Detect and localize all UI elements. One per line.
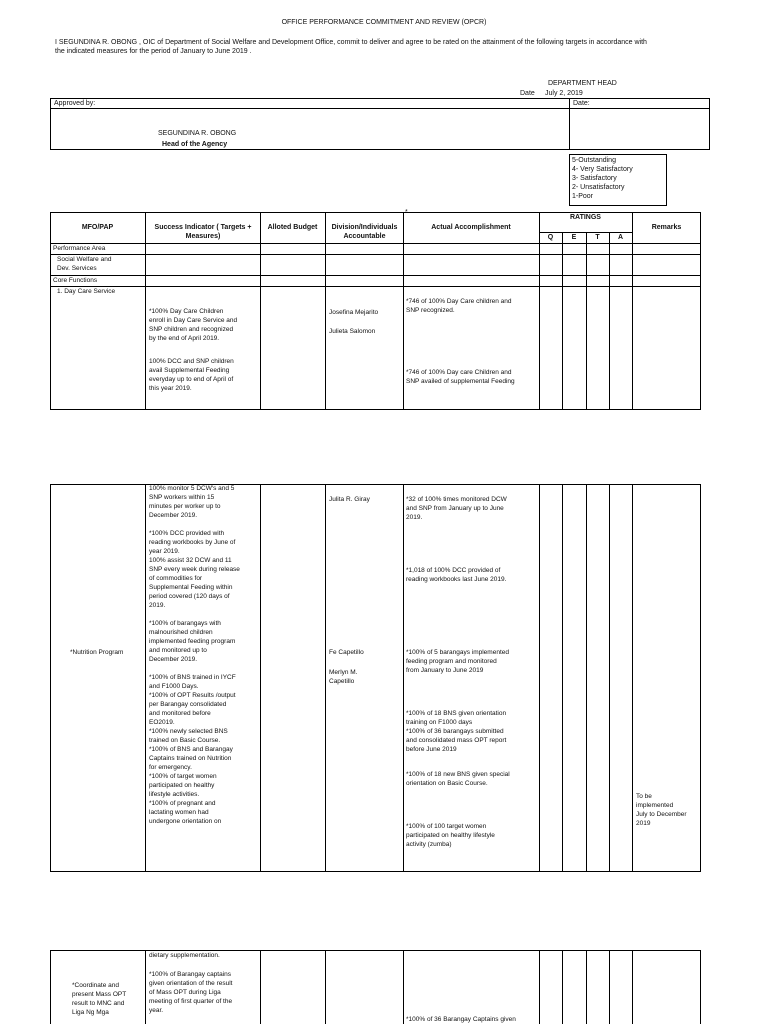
rating-scale-item: 1-Poor bbox=[572, 193, 594, 200]
approval-box bbox=[50, 98, 710, 150]
approval-date-divider bbox=[569, 98, 570, 150]
day-care-accomplishment-2: *746 of 100% Day care Children and SNP availed of supplemental Feeding bbox=[406, 369, 515, 385]
rating-scale-item: 4- Very Satisfactory bbox=[572, 166, 633, 173]
commitment-statement-line2: the indicated measures for the period of January to June 2019 . bbox=[55, 48, 252, 55]
col-header-division: Division/Individuals Accountable bbox=[331, 224, 398, 240]
day-care-indicator-2: 100% DCC and SNP children avail Supplemental Feeding everyday up to end of April of this year 2019. bbox=[149, 358, 234, 392]
day-care-division-2: Julieta Salomon bbox=[329, 328, 376, 335]
approval-date-label: Date: bbox=[573, 100, 590, 107]
approved-by-label: Approved by: bbox=[54, 100, 96, 107]
nutrition-accomplishment-3: *100% of 5 barangays implemented feeding program and monitored from January to June 2019 bbox=[406, 649, 509, 674]
nutrition-program-label: *Nutrition Program bbox=[70, 649, 124, 656]
nutrition-indicators: 100% monitor 5 DCW's and 5 SNP workers within 15 minutes per worker up to December 2019. *100% DCC provided with reading workbooks by June of year 2019. 100% assist 32 DCW and 11 SNP every week during release of commodities for Supplemental Feeding within period covered (120 days of 2019. *100% of barangays with malnourished children implemented feeding program and monitored up to December 2019. *100% of BNS trained in IYCF and F1000 Days. *100% of OPT Results /output per Barangay consolidated and monitored before EO2019. *100% newly selected BNS trained on Basic Course. *100% of BNS and Barangay Captains trained on Nutrition for emergency. *100% of target women participated on healthy lifestyle activities. *100% of pregnant and lactating women had undergone orientation on bbox=[149, 485, 240, 825]
approval-divider bbox=[50, 108, 710, 109]
coordinate-accomplishment-1: *100% of 36 Barangay Captains given bbox=[406, 1016, 516, 1023]
social-welfare-label: Social Welfare and Dev. Services bbox=[57, 256, 112, 272]
nutrition-accomplishment-4: *100% of 18 BNS given orientation training on F1000 days *100% of 36 barangays submitted and consolidated mass OPT report before June 2019 bbox=[406, 710, 507, 753]
day-care-division-1: Josefina Mejarito bbox=[329, 309, 379, 316]
header-asterisk: * bbox=[405, 209, 408, 216]
col-header-q: Q bbox=[547, 234, 554, 241]
nutrition-accomplishment-6: *100% of 100 target women participated on healthy lifestyle activity (zumba) bbox=[406, 823, 495, 848]
nutrition-accomplishment-2: *1,018 of 100% DCC provided of reading workbooks last June 2019. bbox=[406, 567, 507, 583]
approver-title: Head of the Agency bbox=[162, 141, 228, 148]
day-care-indicator-1: *100% Day Care Children enroll in Day Care Service and SNP children and recognized by the end of April 2019. bbox=[149, 308, 238, 342]
nutrition-accomplishment-5: *100% of 18 new BNS given special orientation on Basic Course. bbox=[406, 771, 510, 787]
rating-scale-list bbox=[572, 156, 633, 201]
col-header-e: E bbox=[571, 234, 577, 241]
nutrition-division-1: Julita R. Giray bbox=[329, 496, 370, 503]
coordinate-indicator-1: *100% of Barangay captains given orientation of the result of Mass OPT during Liga meeting of first quarter of the year. bbox=[149, 971, 233, 1014]
col-header-t: T bbox=[595, 234, 600, 241]
page-title: OFFICE PERFORMANCE COMMITMENT AND REVIEW (OPCR) bbox=[281, 19, 487, 26]
nutrition-division-2: Fe Capetillo bbox=[329, 649, 364, 656]
rating-scale-item: 5-Outstanding bbox=[572, 157, 616, 164]
nutrition-division-3: Merlyn M. Capetillo bbox=[329, 669, 358, 685]
signatory-date-value: July 2, 2019 bbox=[545, 90, 583, 97]
col-header-mfo: MFO/PAP bbox=[81, 224, 114, 231]
commitment-statement-line1: I SEGUNDINA R. OBONG , OIC of Department of Social Welfare and Development Office, commit to deliver and agree to be rated on the attainment of the following targets in accordance with bbox=[55, 39, 647, 46]
rating-scale-item: 2- Unsatisfactory bbox=[572, 184, 625, 191]
performance-area-label: Performance Area bbox=[53, 245, 106, 252]
nutrition-accomplishment-1: *32 of 100% times monitored DCW and SNP from January up to June 2019. bbox=[406, 496, 507, 521]
core-functions-label: Core Functions bbox=[53, 277, 98, 284]
col-header-accomplishment: Actual Accomplishment bbox=[431, 224, 511, 231]
col-header-budget: Alloted Budget bbox=[267, 224, 318, 231]
day-care-accomplishment-1: *746 of 100% Day Care children and SNP recognized. bbox=[406, 298, 512, 314]
col-header-a: A bbox=[617, 234, 624, 241]
coordinate-indicator-0: dietary supplementation. bbox=[149, 952, 220, 959]
opcr-table-page2 bbox=[50, 484, 701, 872]
signatory-position: DEPARTMENT HEAD bbox=[548, 80, 617, 87]
col-header-ratings: RATINGS bbox=[570, 214, 601, 221]
nutrition-remarks: To be implemented July to December 2019 bbox=[636, 793, 687, 827]
col-header-remarks: Remarks bbox=[651, 224, 682, 231]
rating-scale-item: 3- Satisfactory bbox=[572, 175, 617, 182]
approver-name: SEGUNDINA R. OBONG bbox=[158, 130, 237, 137]
signatory-date-label: Date bbox=[520, 90, 535, 97]
col-header-indicator: Success Indicator ( Targets + Measures) bbox=[154, 224, 252, 240]
coordinate-mfo-label: *Coordinate and present Mass OPT result to MNC and Liga Ng Mga bbox=[72, 982, 127, 1016]
day-care-label: 1. Day Care Service bbox=[57, 288, 116, 295]
